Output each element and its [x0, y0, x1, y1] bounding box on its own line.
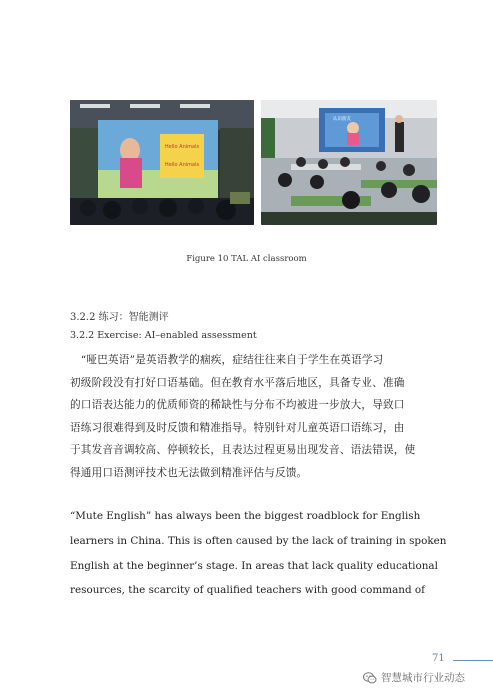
paragraph-english [70, 504, 447, 603]
watermark-text: 智慧城市行业动态 [381, 672, 465, 684]
paragraph-line: 得通用口语测评技术也无法做到精准评估与反馈。 [70, 466, 308, 479]
wechat-icon [363, 671, 377, 685]
paragraph-line: 语练习很难得到及时反馈和精准指导。特别针对儿童英语口语练习，由 [70, 421, 405, 434]
paragraph-line: 于其发音音调较高、停顿较长，且表达过程更易出现发音、语法错误，使 [70, 444, 416, 456]
classroom-photo-left [70, 100, 254, 225]
figure-caption: Figure 10 TAL AI classroom [186, 254, 307, 264]
section-heading-en: 3.2.2 Exercise: AI–enabled assessment [70, 330, 257, 341]
paragraph-line: resources, the scarcity of qualified teachers with good command of [70, 584, 426, 597]
footer-rule [453, 660, 493, 661]
paragraph-line: 初级阶段没有打好口语基础。但在教育水平落后地区，具备专业、准确 [70, 376, 405, 389]
paragraph-line: learners in China. This is often caused by the lack of training in spoken [70, 534, 447, 547]
watermark [363, 670, 465, 685]
section-heading-cn: 3.2.2 练习：智能测评 [70, 312, 169, 323]
paragraph-line: “Mute English” has always been the biggest roadblock for English [70, 510, 421, 522]
screen-text-3: 认识朋友 [333, 117, 351, 122]
paragraph-line: “哑巴英语”是英语教学的痼疾，症结往往来自于学生在英语学习 [70, 354, 384, 366]
paragraph-line: English at the beginner’s stage. In areas that lack quality educational [70, 559, 438, 572]
paragraph-chinese [70, 349, 440, 484]
classroom-photo-right [261, 100, 437, 225]
page-number: 71 [432, 653, 445, 664]
screen-text-1: Hello Animals [164, 144, 200, 150]
screen-text-2: Hello Animals [164, 162, 200, 168]
paragraph-line: 的口语表达能力的优质师资的稀缺性与分布不均被进一步放大，导致口 [70, 399, 405, 411]
